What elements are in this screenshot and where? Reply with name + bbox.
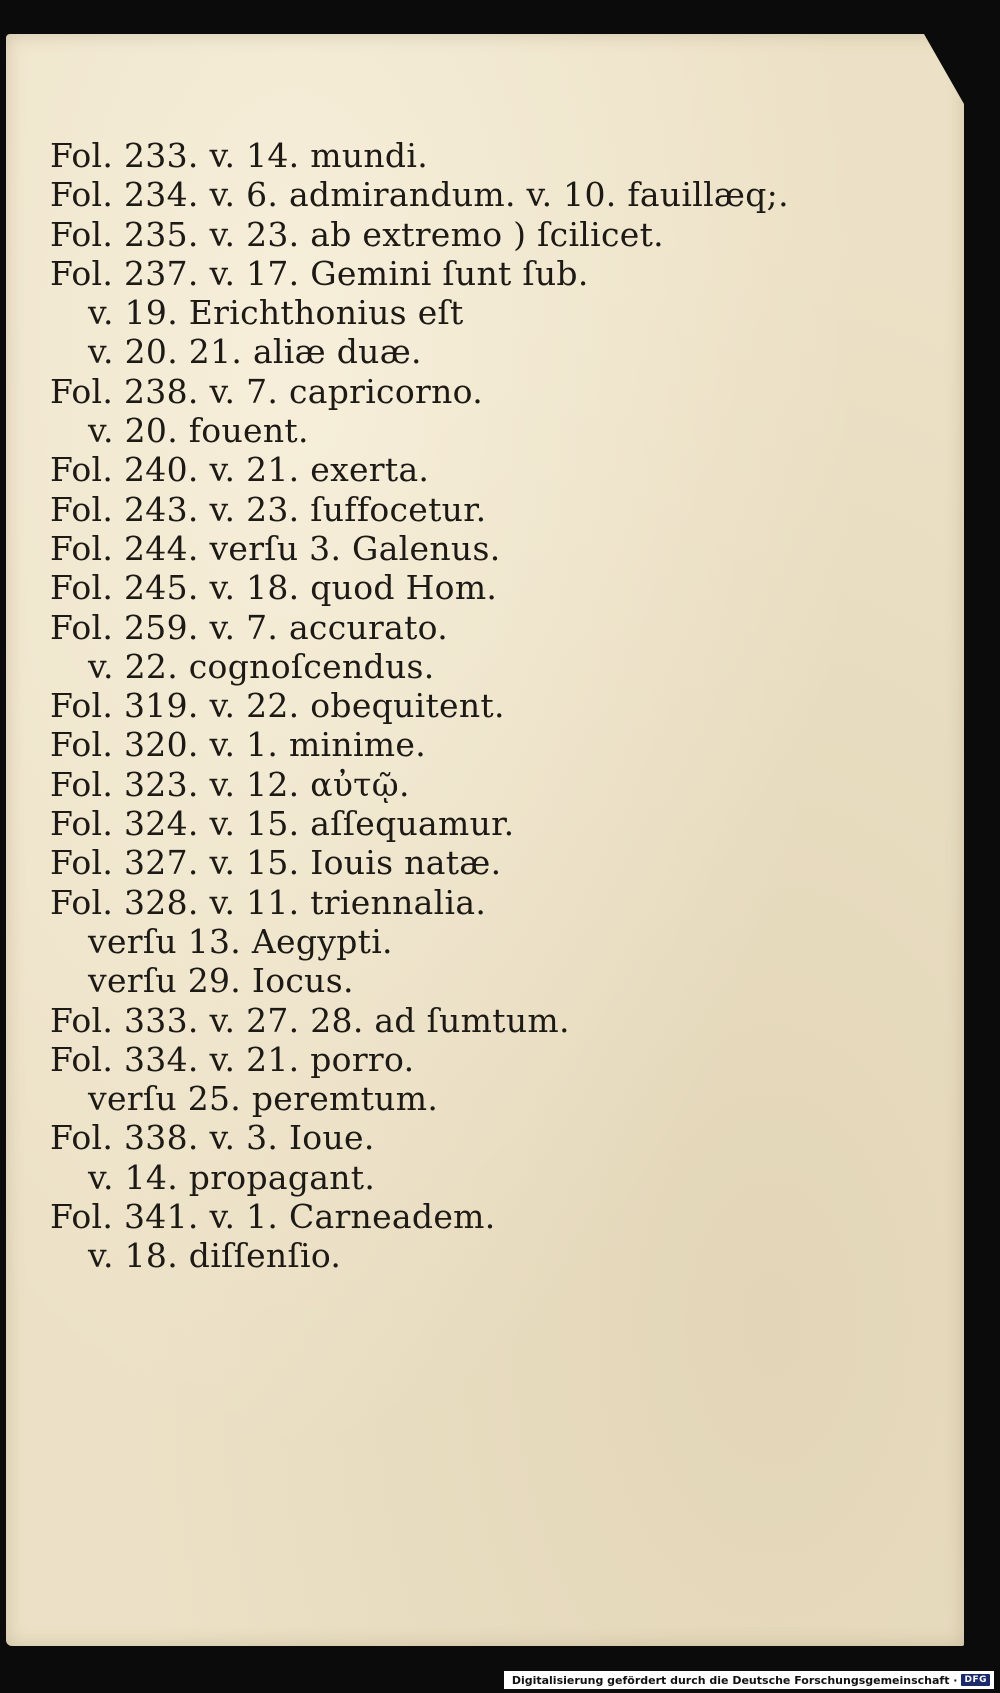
errata-line: Fol. 323. v. 12. αὐτῷ. bbox=[50, 764, 410, 804]
errata-line: Fol. 234. v. 6. admirandum. v. 10. fauillæq;. bbox=[50, 175, 789, 215]
errata-line: v. 19. Erichthonius eſt bbox=[88, 293, 464, 333]
errata-line: verſu 29. Iocus. bbox=[88, 961, 354, 1001]
errata-line: v. 14. propagant. bbox=[88, 1157, 376, 1197]
errata-line: Fol. 319. v. 22. obequitent. bbox=[50, 686, 505, 726]
errata-line: Fol. 233. v. 14. mundi. bbox=[50, 136, 429, 175]
errata-line: v. 22. cognoſcendus. bbox=[88, 646, 435, 686]
errata-line: Fol. 338. v. 3. Ioue. bbox=[50, 1118, 375, 1158]
errata-line: Fol. 238. v. 7. capricorno. bbox=[50, 371, 484, 411]
errata-line: verſu 13. Aegypti. bbox=[88, 921, 393, 961]
book-page bbox=[6, 34, 964, 1646]
errata-line: Fol. 324. v. 15. aſſequamur. bbox=[50, 804, 515, 844]
errata-line: Fol. 259. v. 7. accurato. bbox=[50, 607, 449, 647]
errata-line: Fol. 237. v. 17. Gemini ſunt ſub. bbox=[50, 253, 589, 293]
errata-line: verſu 25. peremtum. bbox=[88, 1079, 439, 1119]
errata-line: Fol. 244. verſu 3. Galenus. bbox=[50, 528, 501, 568]
errata-line: Fol. 320. v. 1. minime. bbox=[50, 725, 427, 765]
errata-line: v. 18. diſſenſio. bbox=[88, 1236, 342, 1276]
page-corner-fold bbox=[924, 34, 964, 104]
errata-line: Fol. 327. v. 15. Iouis natæ. bbox=[50, 843, 502, 883]
dfg-logo-icon: DFG bbox=[961, 1674, 990, 1686]
errata-line: Fol. 245. v. 18. quod Hom. bbox=[50, 568, 498, 608]
errata-line: v. 20. 21. aliæ duæ. bbox=[88, 332, 422, 372]
errata-line: v. 20. fouent. bbox=[88, 411, 309, 451]
errata-line: Fol. 243. v. 23. ſuffocetur. bbox=[50, 489, 487, 529]
errata-list bbox=[50, 136, 930, 1276]
errata-line: Fol. 235. v. 23. ab extremo ) ſcilicet. bbox=[50, 214, 664, 254]
errata-line: Fol. 333. v. 27. 28. ad ſumtum. bbox=[50, 1000, 570, 1040]
errata-line: Fol. 341. v. 1. Carneadem. bbox=[50, 1197, 496, 1237]
errata-line: Fol. 328. v. 11. triennalia. bbox=[50, 882, 487, 922]
digitization-credit bbox=[504, 1671, 994, 1689]
credit-text: Digitalisierung gefördert durch die Deutsche Forschungsgemeinschaft · bbox=[511, 1673, 958, 1687]
errata-line: Fol. 240. v. 21. exerta. bbox=[50, 450, 430, 490]
errata-line: Fol. 334. v. 21. porro. bbox=[50, 1039, 415, 1079]
